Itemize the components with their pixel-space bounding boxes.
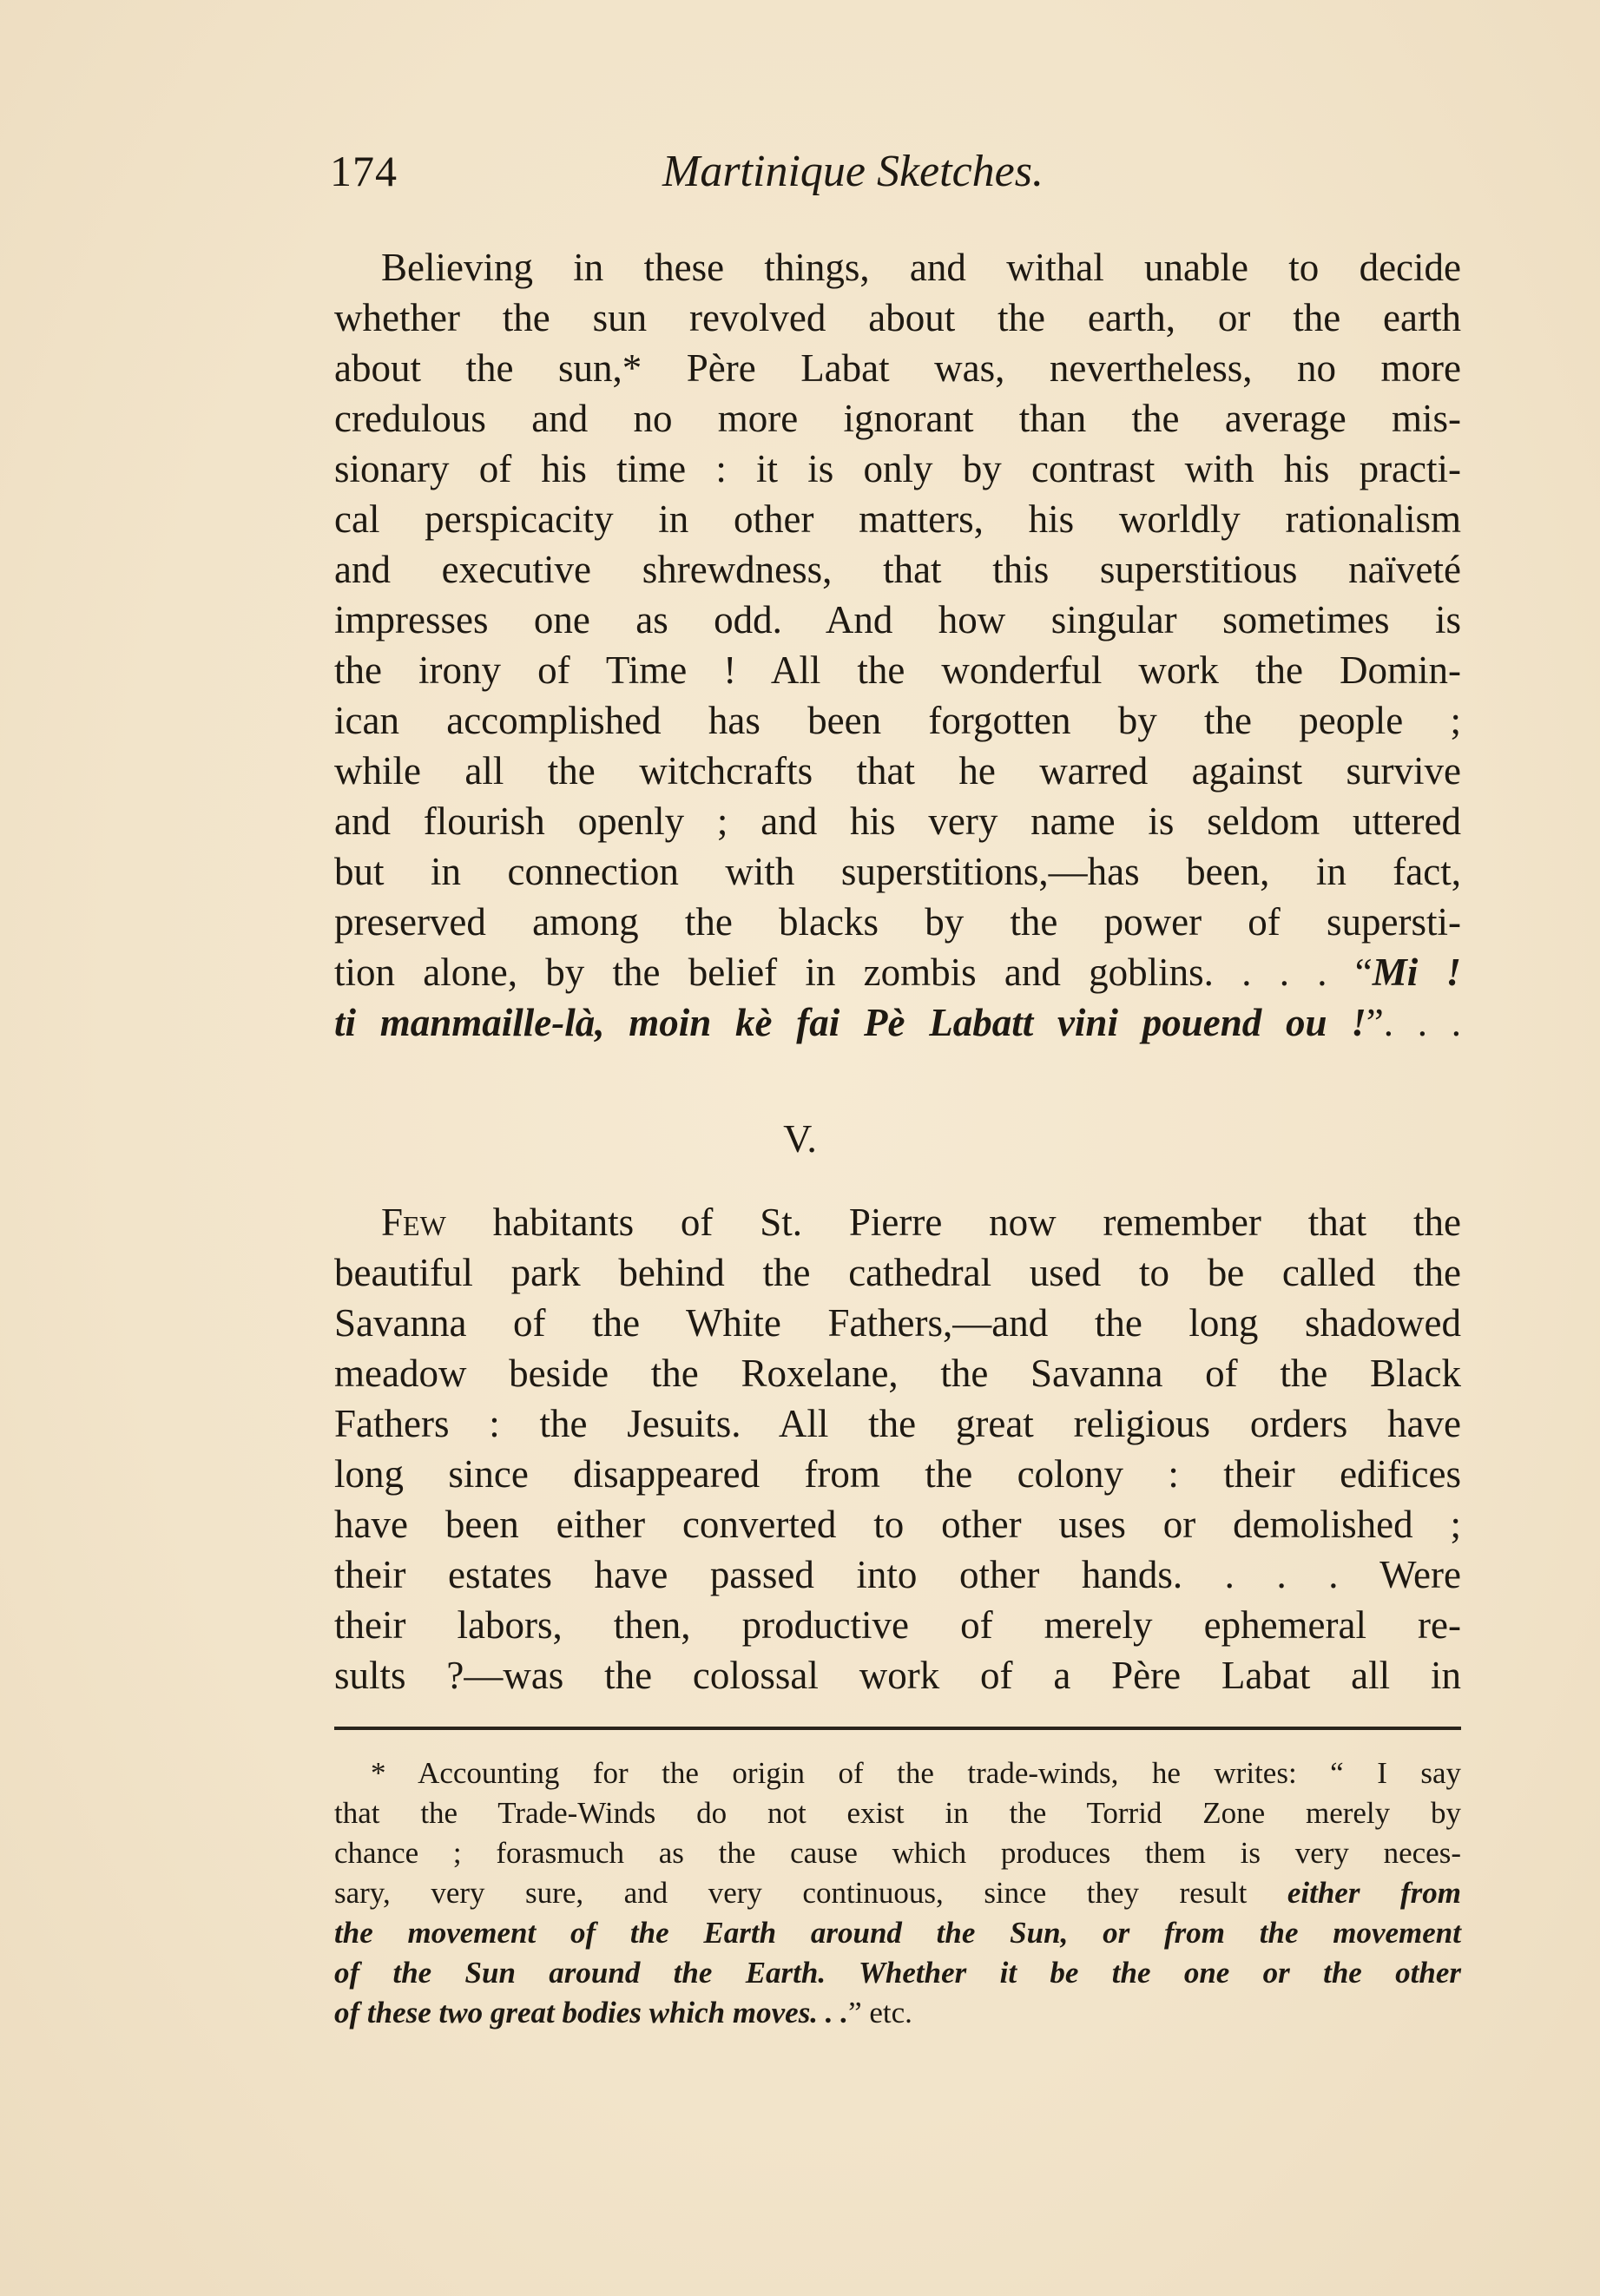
footnote-divider xyxy=(334,1727,1461,1730)
text-line: impresses one as odd. And how singular sometimes is xyxy=(334,598,1461,641)
text-line: meadow beside the Roxelane, the Savanna of the Black xyxy=(334,1352,1461,1395)
footnote-line xyxy=(334,1873,1461,1913)
creole-quote: ti manmaille-là, moin kè fai Pè Labatt vini pouend ou ! xyxy=(334,1001,1366,1044)
text-line: and executive shrewdness, that this superstitious naïveté xyxy=(334,548,1461,591)
text-line: their labors, then, productive of merely ephemeral re- xyxy=(334,1603,1461,1647)
creole-quote: Mi ! xyxy=(1372,951,1461,994)
text-line: whether the sun revolved about the earth, or the earth xyxy=(334,296,1461,339)
text-line: Fathers : the Jesuits. All the great religious orders have xyxy=(334,1402,1461,1445)
text-line: preserved among the blacks by the power of supersti- xyxy=(334,900,1461,944)
text-line: but in connection with superstitions,—has been, in fact, xyxy=(334,850,1461,893)
footnote-line: * Accounting for the origin of the trade-winds, he writes: “ I say xyxy=(371,1756,1461,1790)
text-segment: sary, very sure, and very continuous, since they result xyxy=(334,1876,1287,1910)
text-line: ican accomplished has been forgotten by the people ; xyxy=(334,699,1461,742)
text-segment: habitants of St. Pierre now remember that the xyxy=(445,1201,1461,1244)
text-segment: ”. . . xyxy=(1366,1001,1461,1044)
footnote-line: the movement of the Earth around the Sun, or from the movement xyxy=(334,1916,1461,1950)
text-line: credulous and no more ignorant than the average mis- xyxy=(334,397,1461,440)
text-line: sults ?—was the colossal work of a Père Labat all in xyxy=(334,1654,1461,1697)
quoted-text: either from xyxy=(1287,1876,1461,1910)
text-line: long since disappeared from the colony : their edifices xyxy=(334,1452,1461,1496)
footnote-line: chance ; forasmuch as the cause which produces them is very neces- xyxy=(334,1836,1461,1870)
footnote xyxy=(334,1753,1461,2033)
text-line: sionary of his time : it is only by contrast with his practi- xyxy=(334,447,1461,490)
quoted-text: of these two great bodies which moves. . . xyxy=(334,1996,849,2030)
text-line: have been either converted to other uses or demolished ; xyxy=(334,1503,1461,1546)
footnote-line xyxy=(334,1993,1461,2033)
footnote-line: of the Sun around the Earth. Whether it be the one or the other xyxy=(334,1956,1461,1990)
opening-word: Few xyxy=(381,1201,446,1244)
text-line: Savanna of the White Fathers,—and the long shadowed xyxy=(334,1301,1461,1345)
text-line: their estates have passed into other hands. . . . Were xyxy=(334,1553,1461,1596)
text-line: the irony of Time ! All the wonderful work the Domin- xyxy=(334,648,1461,692)
text-line: about the sun,* Père Labat was, nevertheless, no more xyxy=(334,346,1461,390)
paragraph-2 xyxy=(334,1197,1461,1701)
running-title: Martinique Sketches. xyxy=(662,147,1044,196)
text-segment: tion alone, by the belief in zombis and goblins. . . . “ xyxy=(334,951,1373,994)
page-number: 174 xyxy=(330,147,398,195)
paragraph-1 xyxy=(334,242,1461,1048)
text-line: beautiful park behind the cathedral used to be called the xyxy=(334,1251,1461,1294)
footnote-line: that the Trade-Winds do not exist in the Torrid Zone merely by xyxy=(334,1796,1461,1830)
section-heading: V. xyxy=(783,1116,817,1161)
text-line: Believing in these things, and withal unable to decide xyxy=(381,246,1461,289)
text-line xyxy=(334,997,1461,1048)
text-line xyxy=(334,947,1461,997)
text-line xyxy=(334,1197,1461,1247)
text-line: while all the witchcrafts that he warred against survive xyxy=(334,749,1461,793)
text-line: and flourish openly ; and his very name is seldom uttered xyxy=(334,799,1461,843)
page-header xyxy=(330,146,1463,207)
text-line: cal perspicacity in other matters, his worldly rationalism xyxy=(334,497,1461,541)
text-segment: ” etc. xyxy=(848,1996,912,2030)
